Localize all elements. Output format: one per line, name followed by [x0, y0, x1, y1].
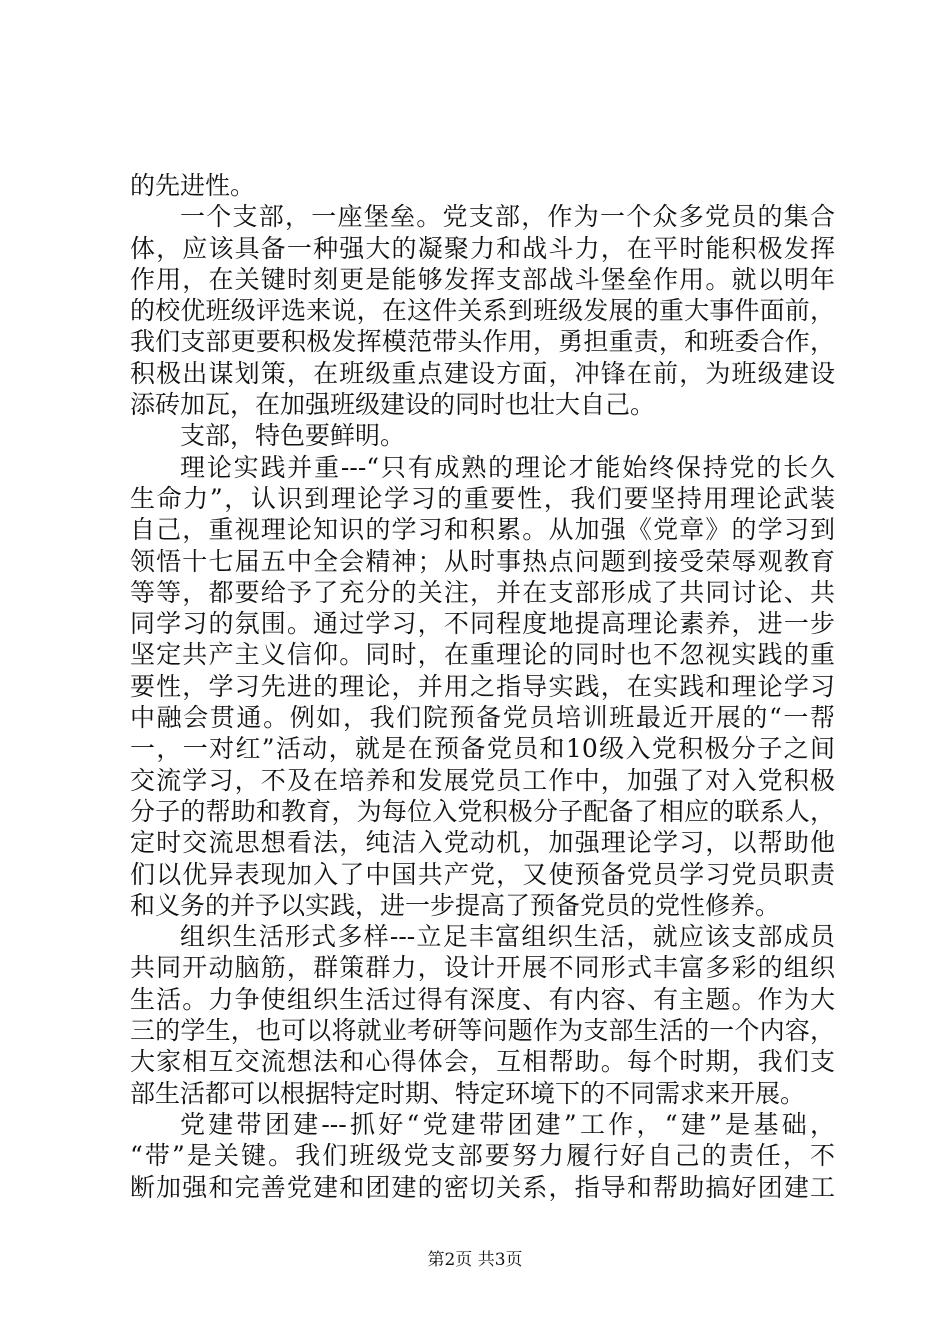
text-line: 定时交流思想看法，纯洁入党动机，加强理论学习，以帮助他 — [130, 828, 835, 858]
text-line: 同学习的氛围。通过学习，不同程度地提高理论素养，进一步 — [130, 609, 835, 639]
text-line: 支部，特色要鲜明。 — [180, 421, 406, 451]
text-line: 自己，重视理论知识的学习和积累。从加强《党章》的学习到 — [130, 515, 835, 545]
text-line: 一，一对红”活动，就是在预备党员和10级入党积极分子之间 — [130, 734, 835, 764]
text-line: 部生活都可以根据特定时期、特定环境下的不同需求来开展。 — [130, 1078, 806, 1108]
text-line: 生命力”，认识到理论学习的重要性，我们要坚持用理论武装 — [130, 483, 835, 513]
text-line: 大家相互交流想法和心得体会，互相帮助。每个时期，我们支 — [130, 1047, 835, 1077]
text-line: 体，应该具备一种强大的凝聚力和战斗力，在平时能积极发挥 — [130, 233, 835, 263]
text-line: 的校优班级评选来说，在这件关系到班级发展的重大事件面前， — [130, 296, 835, 326]
text-line: “带”是关键。我们班级党支部要努力履行好自己的责任，不 — [130, 1141, 835, 1171]
text-line: 理论实践并重---“只有成熟的理论才能始终保持党的长久 — [180, 452, 835, 482]
text-line: 断加强和完善党建和团建的密切关系，指导和帮助搞好团建工 — [130, 1172, 835, 1202]
text-line: 领悟十七届五中全会精神；从时事热点问题到接受荣辱观教育 — [130, 546, 835, 576]
text-line: 们以优异表现加入了中国共产党，又使预备党员学习党员职责 — [130, 859, 835, 889]
text-line: 党建带团建---抓好“党建带团建”工作，“建”是基础， — [180, 1109, 835, 1139]
page-footer: 第2页 共3页 — [427, 1250, 523, 1270]
text-line: 三的学生，也可以将就业考研等问题作为支部生活的一个内容， — [130, 1016, 835, 1046]
text-line: 分子的帮助和教育，为每位入党积极分子配备了相应的联系人， — [130, 796, 835, 826]
text-line: 积极出谋划策，在班级重点建设方面，冲锋在前，为班级建设 — [130, 358, 835, 388]
text-line: 组织生活形式多样---立足丰富组织生活，就应该支部成员 — [180, 922, 835, 952]
text-line: 共同开动脑筋，群策群力，设计开展不同形式丰富多彩的组织 — [130, 953, 835, 983]
text-line: 作用，在关键时刻更是能够发挥支部战斗堡垒作用。就以明年 — [130, 264, 835, 294]
text-line: 要性，学习先进的理论，并用之指导实践，在实践和理论学习 — [130, 671, 835, 701]
text-line: 我们支部更要积极发挥模范带头作用，勇担重责，和班委合作， — [130, 327, 835, 357]
text-line: 和义务的并予以实践，进一步提高了预备党员的党性修养。 — [130, 890, 781, 920]
text-line: 交流学习，不及在培养和发展党员工作中，加强了对入党积极 — [130, 765, 835, 795]
text-line: 坚定共产主义信仰。同时，在重理论的同时也不忽视实践的重 — [130, 640, 835, 670]
text-line: 生活。力争使组织生活过得有深度、有内容、有主题。作为大 — [130, 984, 835, 1014]
text-line: 的先进性。 — [130, 171, 256, 200]
text-line: 一个支部，一座堡垒。党支部，作为一个众多党员的集合 — [180, 202, 835, 232]
text-line: 中融会贯通。例如，我们院预备党员培训班最近开展的“一帮 — [130, 703, 835, 733]
body-text — [130, 170, 835, 1203]
text-line: 添砖加瓦，在加强班级建设的同时也壮大自己。 — [130, 390, 656, 420]
text-line: 等等，都要给予了充分的关注，并在支部形成了共同讨论、共 — [130, 577, 835, 607]
